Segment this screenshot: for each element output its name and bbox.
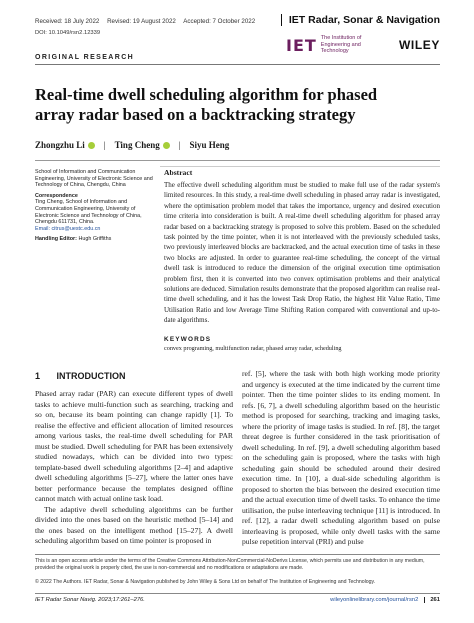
abstract-block [164, 168, 440, 352]
author-name[interactable]: Siyu Heng [189, 140, 230, 150]
author-name[interactable]: Zhongzhu Li [35, 140, 85, 150]
body-paragraph: Phased array radar (PAR) can execute different types of dwell tasks to achieve multi-function such as searching, tracking and so on, because its beam pointing can change rapidly [1]. To realise the effective and efficient allocation of limited resources among various tasks, the real-time dwell scheduling for PAR must be studied. Dwell scheduling for PAR has been extensively studied nowadays, which can be divided into two types: template-based dwell scheduling algorithms [2–4] and adaptive dwell scheduling algorithms [5–27], where the latter ones have better performance because the templates designed offline cannot match with actual online task load. [35, 389, 233, 503]
journal-name: IET Radar, Sonar & Navigation [281, 14, 440, 26]
body-paragraph: ref. [5], where the task with both high working mode priority and urgency is executed at the time indicated by the current time pointer. Then the time pointer slides to its ending moment. In refs. [6, 7], a dwell scheduling algorithm based on the heuristic method is proposed for searching, tracking and imaging tasks, where the priority of image tasks is studied. In ref. [8], the target threat degree is further considered in the task prioritisation of dwell scheduling. In ref. [9], a dwell scheduling algorithm based on the scheduling gain is proposed, where the tasks with high scheduling gain should be scheduled around their desired execution time. In [10], a dual-side scheduling algorithm is proposed to shorten the bias between the desired execution time and the actual execution time of dwell tasks. To enhance the time utilisation, the pulse interleaving technique [11] is introduced. In ref. [12], a radar dwell scheduling algorithm based on pulse interleaving is proposed, while only dwell tasks with the same pulse repetition interval (PRI) and pulse [242, 369, 440, 546]
author-name[interactable]: Ting Cheng [114, 140, 160, 150]
email-link[interactable]: Email: citrus@uestc.edu.cn [35, 225, 101, 232]
correspondence-text: Ting Cheng, School of Information and Communication Engineering, University of Electronic Science and Technology of China, Chengdu 611731, China. [35, 199, 142, 226]
author-separator: | [178, 140, 181, 150]
divider [35, 160, 440, 161]
author-separator: | [103, 140, 106, 150]
page-number: 261 [424, 597, 440, 603]
author-list [35, 140, 229, 150]
section-heading [35, 371, 126, 381]
handling-editor-name: Hugh Griffiths [78, 236, 112, 243]
paper-title: Real-time dwell scheduling algorithm for phased array radar based on a backtracking strategy [35, 85, 378, 124]
received-date: Received: 18 July 2022 [35, 18, 100, 25]
iet-logo [286, 35, 383, 55]
iet-logo-text: IET [286, 35, 317, 55]
divider [35, 554, 440, 555]
divider [35, 593, 440, 594]
handling-editor-label: Handling Editor: [35, 236, 77, 243]
orcid-icon[interactable] [88, 142, 95, 149]
affiliation-panel [35, 169, 153, 247]
doi[interactable]: DOI: 10.1049/rsn2.12339 [35, 30, 101, 36]
footer-right [330, 597, 440, 603]
correspondence-block [35, 193, 153, 233]
orcid-icon[interactable] [163, 142, 170, 149]
wiley-logo: WILEY [399, 38, 440, 52]
body-paragraph: The adaptive dwell scheduling algorithms can be further divided into the ones based on the heuristic method [5–14] and the ones based on the intelligent method [15–27]. A dwell scheduling algorithm based on time pointer is proposed in [35, 504, 233, 545]
license-note: This is an open access article under the terms of the Creative Commons Attribution-NonCommercial-NoDerivs License, which permits use and distribution in any medium, provided the original work is properly cited, the use is non-commercial and no modifications or adaptations are made. [35, 558, 425, 571]
abstract-text: The effective dwell scheduling algorithm must be studied to make full use of the radar system's limited resources. In this study, a real-time dwell scheduling in phased array radar is investigated, where the optimisation problem model that takes the importance, urgency and desired execution time criteria into consideration is built. A real-time dwell scheduling algorithm for phased array radar based on a backtracking strategy is proposed to solve this problem. Based on the scheduled task pointed by the time pointer, when it is not interleaved with the previously scheduled tasks, two previously interleaved blocks are backtracked, and the actual execution time of tasks in these two blocks are adjusted. In order to guarantee real-time scheduling, the concept of the virtual dwell task is introduced to reduce the dimension of the original execution time optimisation problem first, then it is converted into two convex optimisation problems and their analytical solutions are deduced. Simulation results demonstrate that the proposed algorithm can realise real-time dwell scheduling, and it has the lowest Task Drop Ratio, the highest Hit Value Ratio, Time Utilisation Ratio and low Average Time Shifting Ration compared with conventional and up-to-date algorithms. [164, 181, 440, 325]
body-column-left [35, 389, 233, 547]
correspondence-label: Correspondence [35, 192, 78, 199]
keywords-heading: KEYWORDS [164, 335, 212, 343]
journal-url[interactable]: wileyonlinelibrary.com/journal/rsn2 [330, 597, 419, 603]
handling-editor [35, 236, 153, 243]
keywords-text: convex programing, multifunction radar, phased array radar, scheduling [164, 344, 342, 352]
divider [35, 64, 440, 65]
abstract-heading: Abstract [164, 168, 193, 177]
revised-date: Revised: 19 August 2022 [107, 18, 176, 25]
accepted-date: Accepted: 7 October 2022 [183, 18, 256, 25]
copyright-note: © 2022 The Authors. IET Radar, Sonar & Navigation published by John Wiley & Sons Ltd on behalf of The Institution of Engineering and Technology. [35, 579, 376, 585]
section-title: INTRODUCTION [56, 371, 126, 381]
citation: IET Radar Sonar Navig. 2023;17:261–276. [35, 597, 145, 603]
institution-name: The Institution of Engineering and Technology [320, 35, 362, 55]
body-column-right [242, 369, 440, 548]
affiliation-school: School of Information and Communication Engineering, University of Electronic Science and Technology of China, Chengdu, China [35, 169, 153, 189]
article-type: ORIGINAL RESEARCH [35, 54, 135, 61]
section-number: 1 [35, 371, 41, 381]
abstract-frame [160, 166, 440, 167]
